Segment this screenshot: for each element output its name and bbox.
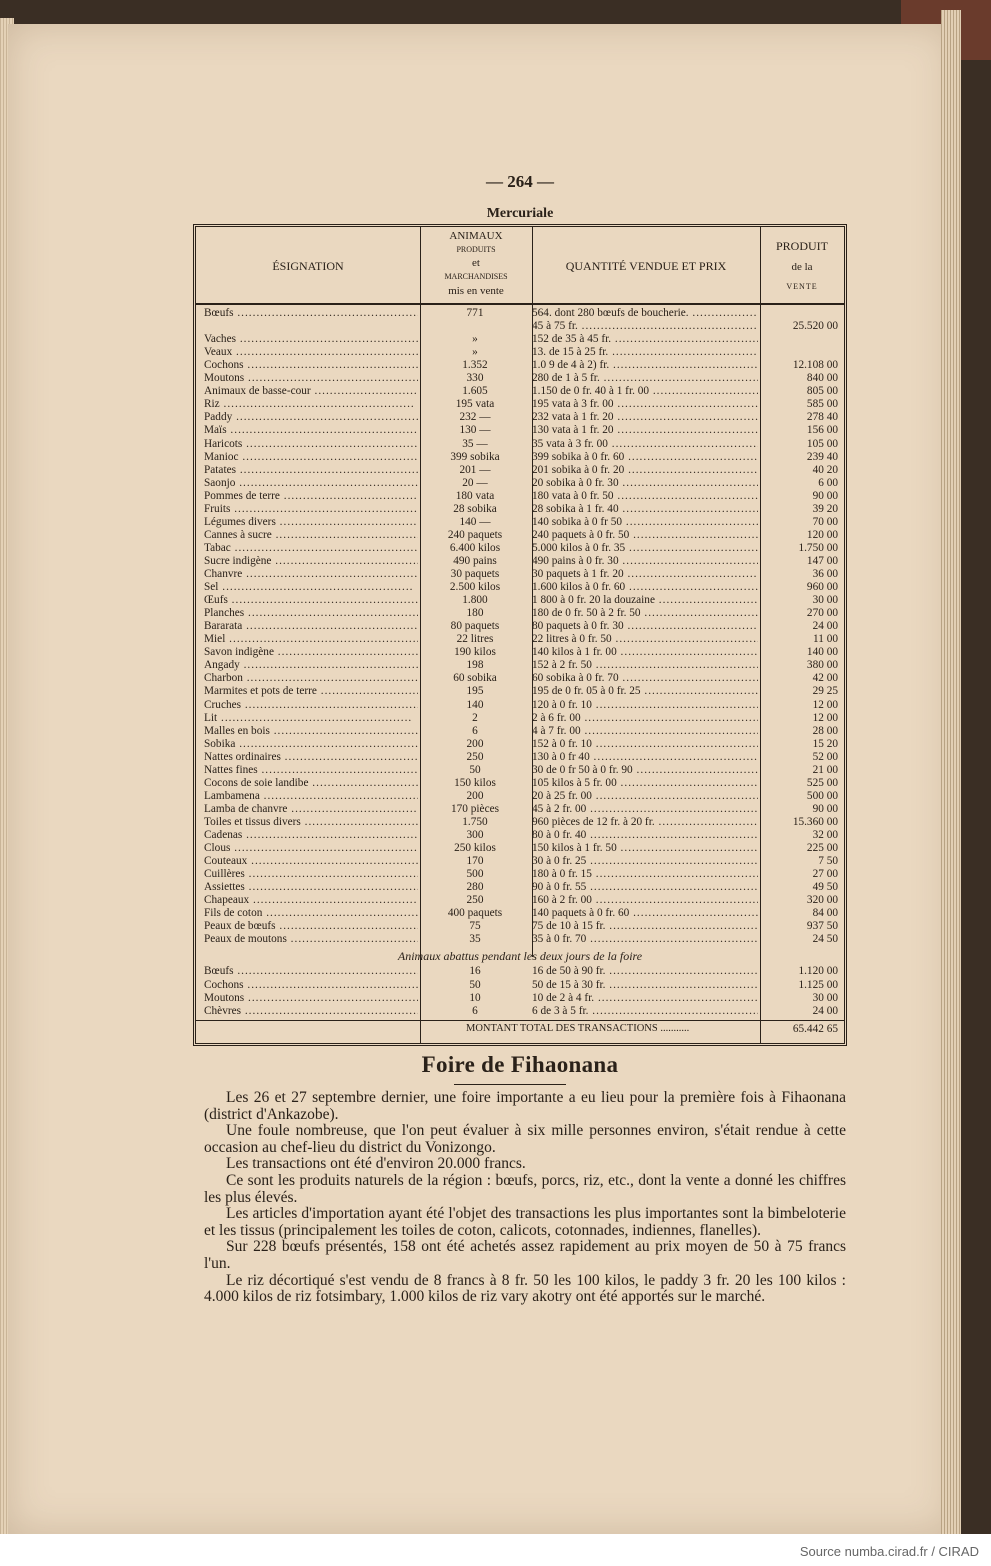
table-row <box>196 803 844 816</box>
item-quantity: 180 <box>466 607 484 620</box>
table-row <box>196 398 844 411</box>
table-row <box>196 979 844 992</box>
table-row <box>196 659 844 672</box>
table-row <box>196 490 844 503</box>
item-total: 32 00 <box>812 829 838 841</box>
article-paragraph: Une foule nombreuse, que l'on peut évaluer à six mille personnes environ, s'était rendue à cette occasion au chef-lieu du district du Vonizongo. <box>204 1122 846 1156</box>
item-name: Cannes à sucre ..... <box>204 529 418 542</box>
item-price: 80 paquets à 0 fr. 30 ..... <box>532 620 758 633</box>
item-quantity: 22 litres <box>456 633 494 646</box>
item-name: Riz ..... <box>204 398 418 411</box>
item-name: Cochons ..... <box>204 979 418 992</box>
header-produit-l2: de la <box>791 261 813 273</box>
table-row <box>196 477 844 490</box>
item-total: 52 00 <box>812 750 838 763</box>
item-total: 27 00 <box>812 868 838 881</box>
item-name: Assiettes ..... <box>204 881 418 894</box>
item-quantity: 771 <box>466 307 484 319</box>
item-name: Chapeaux ..... <box>204 894 418 907</box>
item-name: Paddy ..... <box>204 411 418 424</box>
table-row <box>196 542 844 555</box>
item-total: 105 00 <box>806 437 838 450</box>
table-row <box>196 633 844 646</box>
item-price: 152 à 2 fr. 50 ..... <box>532 659 758 672</box>
item-price: 20 sobika à 0 fr. 30 ..... <box>532 477 758 490</box>
table-row <box>196 516 844 529</box>
table-row <box>196 712 844 725</box>
table-row <box>196 333 844 346</box>
table-row <box>196 385 844 398</box>
header-animaux-l3: et <box>472 257 480 269</box>
item-name: Vaches ..... <box>204 333 418 346</box>
item-name: Sobika ..... <box>204 738 418 751</box>
item-price: 45 à 75 fr. ..... <box>532 320 758 333</box>
item-quantity: 399 sobika <box>450 450 500 463</box>
item-price: 35 à 0 fr. 70 ..... <box>532 933 758 946</box>
item-name: Œufs ..... <box>204 594 418 607</box>
table-row <box>196 920 844 933</box>
item-quantity: 6.400 kilos <box>449 541 501 554</box>
item-quantity: 280 <box>466 881 484 894</box>
item-total: 140 00 <box>806 646 838 659</box>
item-quantity: 1.800 <box>462 594 488 607</box>
item-quantity: » <box>472 333 478 346</box>
item-price: 30 à 0 fr. 25 ..... <box>532 855 758 868</box>
item-price: 201 sobika à 0 fr. 20 ..... <box>532 464 758 477</box>
item-price: 152 à 0 fr. 10 ..... <box>532 738 758 751</box>
item-quantity: 35 — <box>462 437 488 450</box>
item-total: 960 00 <box>806 581 838 594</box>
item-name: Moutons ..... <box>204 992 418 1005</box>
item-price: 30 de 0 fr 50 à 0 fr. 90 ..... <box>532 764 758 777</box>
item-quantity: 150 kilos <box>454 776 496 789</box>
item-quantity: 50 <box>469 763 481 776</box>
table-row <box>196 451 844 464</box>
item-price: 195 vata à 3 fr. 00 ..... <box>532 398 758 411</box>
item-total: 90 00 <box>812 802 838 815</box>
header-animaux <box>420 227 532 305</box>
table-row <box>196 965 844 978</box>
footer-strip <box>0 1534 991 1566</box>
item-quantity: 2 <box>472 711 478 724</box>
item-name: Toiles et tissus divers ..... <box>204 816 418 829</box>
item-name: Cadenas ..... <box>204 829 418 842</box>
table-row <box>196 581 844 594</box>
item-name: Fruits ..... <box>204 503 418 516</box>
item-quantity: 180 vata <box>455 489 495 502</box>
article-paragraph: Sur 228 bœufs présentés, 158 ont été achetés assez rapidement au prix moyen de 50 à 75 francs l'un. <box>204 1238 846 1272</box>
item-price: 1.600 kilos à 0 fr. 60 ..... <box>532 581 758 594</box>
item-total: 239 40 <box>806 450 838 463</box>
item-quantity: 16 <box>469 965 481 978</box>
header-designation-label: ÉSIGNATION <box>272 259 344 273</box>
item-price: 13. de 15 à 25 fr. ..... <box>532 346 758 359</box>
item-quantity: 35 <box>469 933 481 946</box>
table-row <box>196 359 844 372</box>
item-price: 2 à 6 fr. 00 ..... <box>532 712 758 725</box>
item-total: 12.108 00 <box>792 359 838 372</box>
title-rule <box>454 1084 566 1085</box>
item-total: 15.360 00 <box>792 815 838 828</box>
article-paragraph: Les articles d'importation ayant été l'objet des transactions les plus importantes sont la bimbeloterie et les tissus (principalement les toiles de coton, calicots, cotonnades, indiennes, flanelles). <box>204 1205 846 1239</box>
table-row <box>196 607 844 620</box>
item-total: 40 20 <box>812 463 838 476</box>
item-price: 10 de 2 à 4 fr. ..... <box>532 992 758 1005</box>
item-name: Lit ..... <box>204 712 418 725</box>
item-total: 49 50 <box>812 881 838 894</box>
item-price: 490 pains à 0 fr. 30 ..... <box>532 555 758 568</box>
item-name: Sel ..... <box>204 581 418 594</box>
item-name: Cocons de soie landibe ..... <box>204 777 418 790</box>
item-name: Miel ..... <box>204 633 418 646</box>
item-total: 1.125 00 <box>798 978 838 991</box>
table-row <box>196 751 844 764</box>
table-row <box>196 738 844 751</box>
table-row <box>196 424 844 437</box>
mercuriale-table <box>193 224 847 1046</box>
item-quantity: 400 paquets <box>447 907 503 920</box>
item-price: 280 de 1 à 5 fr. ..... <box>532 372 758 385</box>
header-animaux-l5: mis en vente <box>448 285 504 297</box>
item-quantity: 6 <box>472 1004 478 1017</box>
item-price: 35 vata à 3 fr. 00 ..... <box>532 438 758 451</box>
item-quantity: 6 <box>472 724 478 737</box>
table-row <box>196 790 844 803</box>
item-price: 180 à 0 fr. 15 ..... <box>532 868 758 881</box>
item-total: 380 00 <box>806 659 838 672</box>
item-quantity: » <box>472 346 478 359</box>
abattus-subtitle: Animaux abattus pendant les deux jours de la foire <box>397 949 643 964</box>
table-row <box>196 555 844 568</box>
item-price: 399 sobika à 0 fr. 60 ..... <box>532 451 758 464</box>
item-total: 29 25 <box>812 685 838 698</box>
item-name: Nattes fines ..... <box>204 764 418 777</box>
item-price: 140 kilos à 1 fr. 00 ..... <box>532 646 758 659</box>
item-total: 11 00 <box>813 633 838 646</box>
item-price: 960 pièces de 12 fr. à 20 fr. ..... <box>532 816 758 829</box>
table-row <box>196 725 844 738</box>
header-designation <box>196 227 420 305</box>
item-name: Savon indigène ..... <box>204 646 418 659</box>
item-total: 24 50 <box>812 933 838 946</box>
item-quantity: 198 <box>466 659 484 672</box>
table-row <box>196 372 844 385</box>
item-total: 937 50 <box>806 920 838 933</box>
item-total: 147 00 <box>806 554 838 567</box>
item-name: Peaux de bœufs ..... <box>204 920 418 933</box>
item-price: 28 sobika à 1 fr. 40 ..... <box>532 503 758 516</box>
item-quantity: 140 — <box>459 515 491 528</box>
source-credit: Source numba.cirad.fr / CIRAD <box>799 1544 979 1559</box>
item-total: 42 00 <box>812 672 838 685</box>
table-row <box>196 529 844 542</box>
article-paragraph: Les 26 et 27 septembre dernier, une foire importante a eu lieu pour la première fois à Fihaonana (district d'Ankazobe). <box>204 1089 846 1123</box>
item-price: 140 paquets à 0 fr. 60 ..... <box>532 907 758 920</box>
item-name: Angady ..... <box>204 659 418 672</box>
item-quantity: 80 paquets <box>450 620 500 633</box>
item-quantity: 195 <box>466 685 484 698</box>
item-name: Bœufs ..... <box>204 965 418 978</box>
item-total: 585 00 <box>806 398 838 411</box>
item-name: Malles en bois ..... <box>204 725 418 738</box>
item-total: 840 00 <box>806 372 838 385</box>
item-price: 30 paquets à 1 fr. 20 ..... <box>532 568 758 581</box>
item-price: 22 litres à 0 fr. 50 ..... <box>532 633 758 646</box>
table-row <box>196 855 844 868</box>
item-name: Chèvres ..... <box>204 1005 418 1018</box>
table-row <box>196 777 844 790</box>
item-price: 1.0 9 de 4 à 2) fr. ..... <box>532 359 758 372</box>
table-row <box>196 842 844 855</box>
item-name: Fils de coton ..... <box>204 907 418 920</box>
item-name: Lamba de chanvre ..... <box>204 803 418 816</box>
table-row <box>196 1005 844 1018</box>
item-quantity: 2.500 kilos <box>449 581 501 594</box>
item-price: 180 vata à 0 fr. 50 ..... <box>532 490 758 503</box>
item-name: Couteaux ..... <box>204 855 418 868</box>
item-name: Planches ..... <box>204 607 418 620</box>
table-row <box>196 568 844 581</box>
header-animaux-l4: MARCHANDISES <box>444 272 508 281</box>
table-row <box>196 685 844 698</box>
table-row <box>196 438 844 451</box>
item-quantity: 250 kilos <box>454 842 496 855</box>
item-name: Peaux de moutons ..... <box>204 933 418 946</box>
item-total: 15 20 <box>812 737 838 750</box>
item-name: Chanvre ..... <box>204 568 418 581</box>
item-quantity: 200 <box>466 789 484 802</box>
article-paragraph: Les transactions ont été d'environ 20.000 francs. <box>226 1155 526 1173</box>
item-quantity: 190 kilos <box>454 646 496 659</box>
item-total: 90 00 <box>812 489 838 502</box>
table-row <box>196 320 844 333</box>
item-quantity: 10 <box>469 991 481 1004</box>
item-total: 1.120 00 <box>798 965 838 978</box>
item-name: Marmites et pots de terre ..... <box>204 685 418 698</box>
item-total: 28 00 <box>812 724 838 737</box>
item-price: 130 vata à 1 fr. 20 ..... <box>532 424 758 437</box>
item-name: Haricots ..... <box>204 438 418 451</box>
item-quantity: 60 sobika <box>453 672 497 685</box>
table-row <box>196 646 844 659</box>
article-body <box>204 1090 846 1306</box>
item-total: 30 00 <box>812 594 838 607</box>
item-total: 156 00 <box>806 424 838 437</box>
item-quantity: 195 vata <box>455 398 495 411</box>
item-quantity: 170 pièces <box>451 802 499 815</box>
item-price: 50 de 15 à 30 fr. ..... <box>532 979 758 992</box>
item-quantity: 490 pains <box>453 554 497 567</box>
book-right-edge <box>941 10 961 1540</box>
item-name: Clous ..... <box>204 842 418 855</box>
item-total: 7 50 <box>818 855 838 868</box>
total-value: 65.442 65 <box>792 1022 838 1035</box>
item-quantity: 201 — <box>459 463 491 476</box>
item-price: 160 à 2 fr. 00 ..... <box>532 894 758 907</box>
header-produit-l1: PRODUIT <box>775 239 828 253</box>
item-price: 80 à 0 fr. 40 ..... <box>532 829 758 842</box>
item-name: Saonjo ..... <box>204 477 418 490</box>
item-price: 60 sobika à 0 fr. 70 ..... <box>532 672 758 685</box>
item-price: 232 vata à 1 fr. 20 ..... <box>532 411 758 424</box>
item-name: Pommes de terre ..... <box>204 490 418 503</box>
item-total: 24 00 <box>812 620 838 633</box>
item-quantity: 140 <box>466 698 484 711</box>
item-total: 25.520 00 <box>792 320 838 333</box>
item-price: 1.150 de 0 fr. 40 à 1 fr. 00 ..... <box>532 385 758 398</box>
item-total: 270 00 <box>806 607 838 620</box>
item-total: 6 00 <box>818 476 838 489</box>
article-title: Foire de Fihaonana <box>421 1052 619 1077</box>
item-quantity: 20 — <box>462 476 488 489</box>
item-name: Veaux ..... <box>204 346 418 359</box>
header-quantite <box>532 227 760 305</box>
table-title: Mercuriale <box>486 206 554 221</box>
item-total: 12 00 <box>812 711 838 724</box>
item-price: 75 de 10 à 15 fr. ..... <box>532 920 758 933</box>
item-total: 39 20 <box>812 502 838 515</box>
item-price: 45 à 2 fr. 00 ..... <box>532 803 758 816</box>
item-price: 20 à 25 fr. 00 ..... <box>532 790 758 803</box>
item-total: 278 40 <box>806 411 838 424</box>
item-name: Cruches ..... <box>204 699 418 712</box>
item-quantity: 75 <box>469 920 481 933</box>
item-quantity: 1.352 <box>462 359 488 372</box>
item-total: 12 00 <box>812 698 838 711</box>
item-name: Patates ..... <box>204 464 418 477</box>
item-quantity: 170 <box>466 855 484 868</box>
header-quantite-label: QUANTITÉ VENDUE ET PRIX <box>565 259 727 273</box>
item-quantity: 250 <box>466 894 484 907</box>
item-total: 21 00 <box>812 763 838 776</box>
item-name: Animaux de basse-cour ..... <box>204 385 418 398</box>
item-name: Lambamena ..... <box>204 790 418 803</box>
item-price: 90 à 0 fr. 55 ..... <box>532 881 758 894</box>
item-name: Sucre indigène ..... <box>204 555 418 568</box>
item-total: 500 00 <box>806 789 838 802</box>
item-quantity: 28 sobika <box>453 502 497 515</box>
item-price: 4 à 7 fr. 00 ..... <box>532 725 758 738</box>
item-name: Tabac ..... <box>204 542 418 555</box>
item-name: Légumes divers ..... <box>204 516 418 529</box>
table-row <box>196 992 844 1005</box>
item-total: 225 00 <box>806 842 838 855</box>
item-quantity: 1.605 <box>462 385 488 398</box>
item-price: 240 paquets à 0 fr. 50 ..... <box>532 529 758 542</box>
item-quantity: 240 paquets <box>447 528 503 541</box>
table-row <box>196 907 844 920</box>
article-paragraph: Le riz décortiqué s'est vendu de 8 francs à 8 fr. 50 les 100 kilos, le paddy 3 fr. 20 les 100 kilos : 4.000 kilos de riz fotsimbary, 1.000 kilos de riz vary akotry ont été apportés sur le marché. <box>204 1271 846 1306</box>
item-name: Nattes ordinaires ..... <box>204 751 418 764</box>
item-quantity: 50 <box>469 978 481 991</box>
item-name: Cuillères ..... <box>204 868 418 881</box>
item-price: 195 de 0 fr. 05 à 0 fr. 25 ..... <box>532 685 758 698</box>
item-total: 36 00 <box>812 568 838 580</box>
header-animaux-l1: ANIMAUX <box>449 230 503 242</box>
table-row <box>196 764 844 777</box>
item-price: 16 de 50 à 90 fr. ..... <box>532 965 758 978</box>
item-total: 70 00 <box>812 515 838 528</box>
item-price: 564. dont 280 bœufs de boucherie. ..... <box>532 307 758 320</box>
table-row <box>196 594 844 607</box>
item-quantity: 330 <box>466 372 484 385</box>
item-total: 1.750 00 <box>798 541 838 554</box>
item-price: 152 de 35 à 45 fr. ..... <box>532 333 758 346</box>
item-quantity: 232 — <box>459 411 491 424</box>
item-quantity: 130 — <box>459 424 491 437</box>
table-row <box>196 816 844 829</box>
item-quantity: 30 paquets <box>450 568 500 580</box>
table-row <box>196 699 844 712</box>
page-number: — 264 — <box>486 172 554 191</box>
item-quantity: 200 <box>466 737 484 750</box>
total-row <box>196 1020 844 1037</box>
item-quantity: 500 <box>466 868 484 881</box>
item-name: Maïs ..... <box>204 424 418 437</box>
item-total: 120 00 <box>806 528 838 541</box>
item-total: 320 00 <box>806 894 838 907</box>
table-row <box>196 868 844 881</box>
item-price: 130 à 0 fr 40 ..... <box>532 751 758 764</box>
item-quantity: 1.750 <box>462 815 488 828</box>
item-total: 84 00 <box>812 907 838 920</box>
header-produit <box>760 227 844 305</box>
table-row <box>196 881 844 894</box>
item-price: 105 kilos à 5 fr. 00 ..... <box>532 777 758 790</box>
item-price: 140 sobika à 0 fr 50 ..... <box>532 516 758 529</box>
header-produit-l3: VENTE <box>786 282 818 291</box>
table-row <box>196 464 844 477</box>
item-name: Moutons ..... <box>204 372 418 385</box>
table-row <box>196 503 844 516</box>
item-quantity: 250 <box>466 750 484 763</box>
item-price: 6 de 3 à 5 fr. ..... <box>532 1005 758 1018</box>
item-total: 805 00 <box>806 385 838 398</box>
total-label: MONTANT TOTAL DES TRANSACTIONS ........... <box>466 1022 690 1034</box>
table-row <box>196 894 844 907</box>
item-quantity: 300 <box>466 829 484 841</box>
table-row <box>196 829 844 842</box>
table-row <box>196 933 844 946</box>
table-row <box>196 346 844 359</box>
article-paragraph: Ce sont les produits naturels de la région : bœufs, porcs, riz, etc., dont la vente a donné les chiffres les plus élevés. <box>204 1171 846 1206</box>
table-row <box>196 672 844 685</box>
item-total: 525 00 <box>806 776 838 789</box>
item-name: Charbon ..... <box>204 672 418 685</box>
item-total: 24 00 <box>812 1004 838 1017</box>
item-name: Bararata ..... <box>204 620 418 633</box>
item-name: Manioc ..... <box>204 451 418 464</box>
item-total: 30 00 <box>812 991 838 1004</box>
table-row <box>196 411 844 424</box>
item-price: 180 de 0 fr. 50 à 2 fr. 50 ..... <box>532 607 758 620</box>
item-name: Cochons ..... <box>204 359 418 372</box>
item-price: 120 à 0 fr. 10 ..... <box>532 699 758 712</box>
item-name: Bœufs ..... <box>204 307 418 320</box>
item-price: 5.000 kilos à 0 fr. 35 ..... <box>532 542 758 555</box>
header-animaux-l2: PRODUITS <box>456 245 496 254</box>
item-price: 150 kilos à 1 fr. 50 ..... <box>532 842 758 855</box>
table-row <box>196 620 844 633</box>
item-price: 1 800 à 0 fr. 20 la douzaine ..... <box>532 594 758 607</box>
table-row <box>196 307 844 320</box>
